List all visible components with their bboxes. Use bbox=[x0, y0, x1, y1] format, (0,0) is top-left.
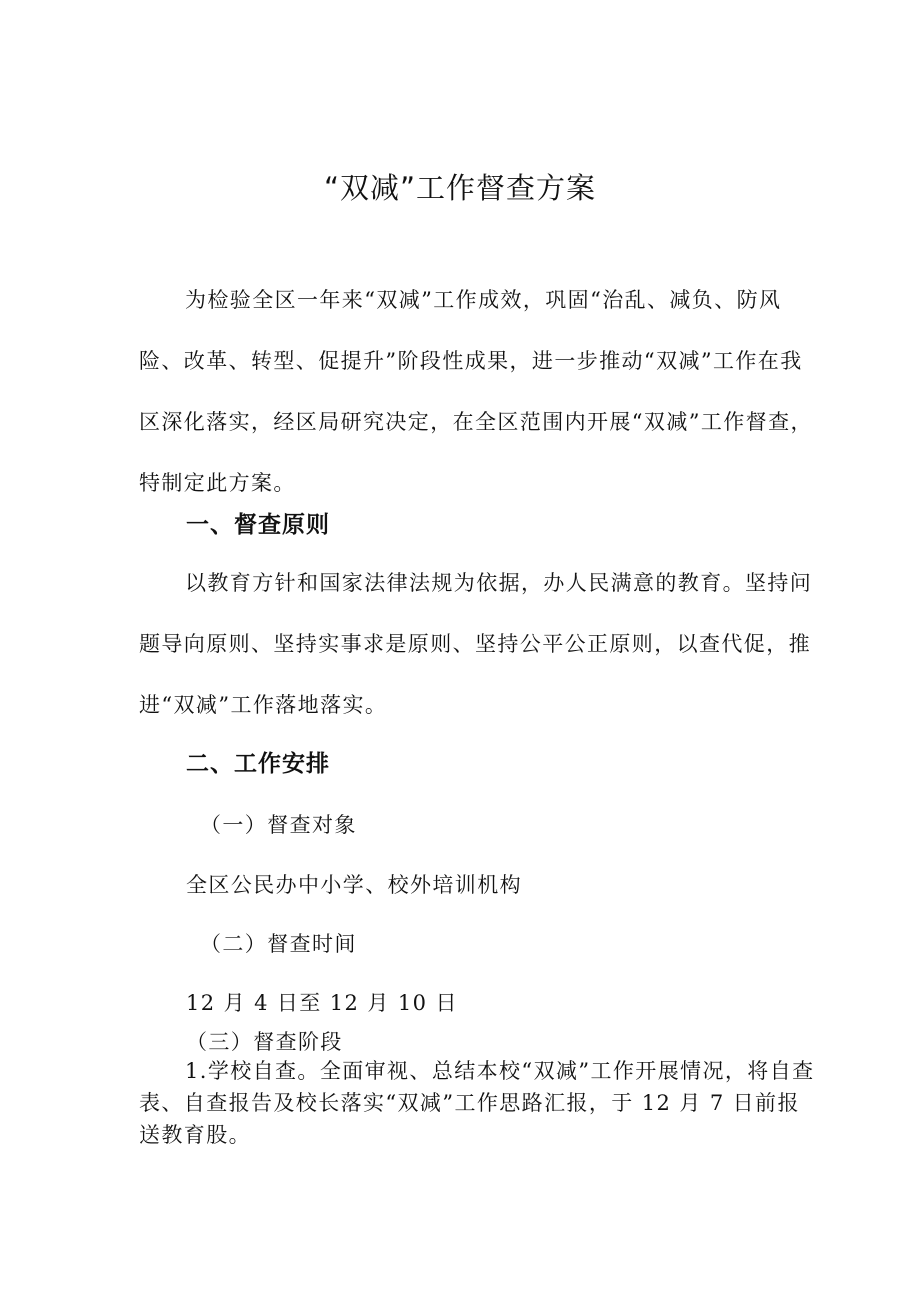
intro-paragraph: 为检验全区一年来“双减”工作成效，巩固“治乱、减负、防风险、改革、转型、促提升”阶段性成果，进一步推动“双减”工作在我区深化落实，经区局研究决定，在全区范围内开展“双减”工作督查，特制定此方案。 bbox=[139, 288, 813, 495]
subheading-target: （一）督查对象 bbox=[200, 813, 357, 837]
subheading-time: （二）督查时间 bbox=[200, 932, 357, 956]
subheading-stage: （三）督查阶段 bbox=[186, 1030, 343, 1054]
section-heading-principles: 一、督查原则 bbox=[186, 512, 330, 538]
section-heading-arrangement: 二、工作安排 bbox=[186, 751, 330, 777]
time-text: 12 月 4 日至 12 月 10 日 bbox=[186, 991, 458, 1015]
stage-paragraph: 1.学校自查。全面审视、总结本校“双减”工作开展情况，将自查表、自查报告及校长落实“双减”工作思路汇报，于 12 月 7 日前报送教育股。 bbox=[139, 1059, 815, 1147]
target-text: 全区公民办中小学、校外培训机构 bbox=[186, 873, 522, 897]
document-title: “双减”工作督查方案 bbox=[323, 171, 597, 205]
principles-paragraph: 以教育方针和国家法律法规为依据，办人民满意的教育。坚持问题导向原则、坚持实事求是原则、坚持公平公正原则，以查代促，推进“双减”工作落地落实。 bbox=[139, 571, 813, 717]
